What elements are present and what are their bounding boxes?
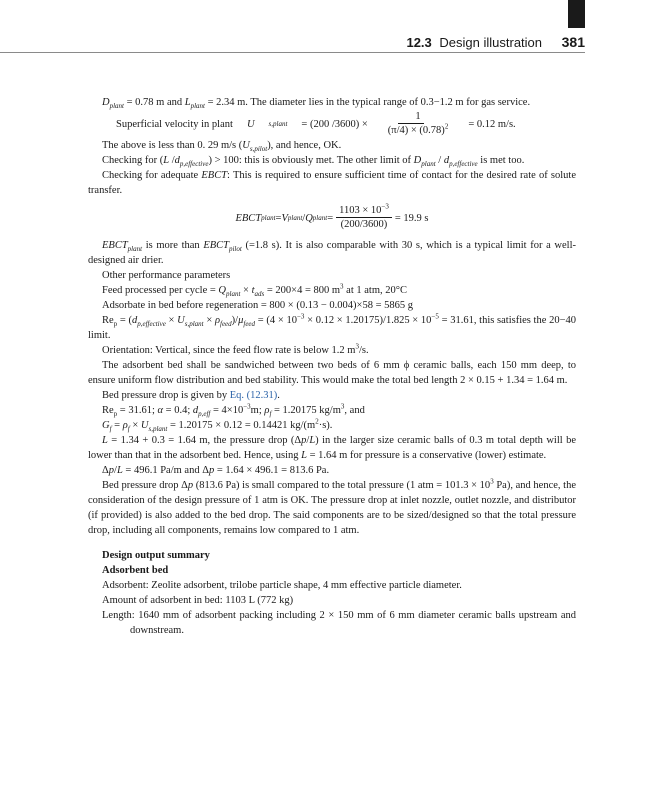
ebct-comparison-paragraph: $EBCT_{plant}$ is more than $EBCT_{pilot}$ (=1.8 s). It is also comparable with 30 s, which is a typical limit for a well-designed air drier.	[88, 240, 576, 266]
header-tab-mark	[568, 0, 585, 28]
feed-per-cycle-line: Feed processed per cycle = $Q_{plant} \times t_{ads} = 200\times 4 = 800$ $m^3$ at 1 atm, 20°C	[102, 282, 407, 299]
ebct-equation: EBCT plant = V plant / Q plant = $\frac{1103 \times 10^{-3}}{(200/3600)}$ = 19.9 s	[235, 202, 429, 230]
pressure-params-line: $Re_p = 31.61$; α = 0.4; $d_{p,eff} = 4\times 10^{-3}m$; $\rho_f = 1.20175$ $kg/m^3$, and	[102, 402, 365, 419]
performance-heading: Other performance parameters	[102, 270, 231, 281]
bed-pressure-comparison-paragraph: Bed pressure drop Δp (813.6 Pa) is small compared to the total pressure (1 atm = $101.3 \times 10^3$ Pa), and hence, the consideration of the design pressure of 1 atm is OK. The pressure drop at inlet nozzle, outlet nozzle, and distributor (if provided) is also added to the bed drop. The said components are to be sized/designed so that the total pressure drop, including all components, remains low compared to 1 atm.	[88, 477, 576, 536]
page-body	[88, 95, 576, 638]
velocity-check-paragraph: The above is less than 0. 29 m/s $(U_{s,pilot})$, and hence, OK.	[102, 140, 342, 154]
bed-length-paragraph: L = 1.34 + 0.3 = 1.64 m, the pressure drop (Δp/L) in the larger size ceramic balls of 0.3 m total depth will be lower than that in the adsorbent bed. Hence, using L = 1.64 m for pressure is a conservative (lower) estimate.	[88, 435, 576, 461]
pressure-result-line: Δp/L = 496.1 Pa/m and Δp = 1.64 × 496.1 = 813.6 Pa.	[102, 465, 330, 476]
header-rule	[0, 52, 585, 53]
ld-check-paragraph: Checking for (L $/d_{p,effective}) > 100$: this is obviously met. The other limit of $D_{plant} / d_{p,effective}$ is met too.	[102, 155, 525, 169]
summary-item: Length: 1640 mm of adsorbent packing including 2 × 150 mm of 6 mm diameter ceramic balls upstream and downstream.	[102, 610, 576, 636]
superficial-velocity-equation: Superficial velocity in plant U s,plant = (200 /3600) × $\frac{1}{(\pi/4) \times (0.78)^2}$ = 0.12 m/s.	[116, 111, 516, 136]
adsorbent-bed-subheading: Adsorbent bed	[102, 565, 169, 576]
equation-link[interactable]: Eq. (12.31)	[229, 390, 278, 401]
section-number: 12.3	[406, 35, 432, 50]
plant-dimensions-paragraph: $D_{plant} = 0.78$ m and $L_{plant} = 2.34$ m. The diameter lies in the typical range of 0.3−1.2 m for gas service.	[102, 97, 531, 111]
orientation-line: Orientation: Vertical, since the feed flow rate is below 1.2 $m^3/s$.	[102, 342, 369, 356]
ebct-check-paragraph: Checking for adequate EBCT: This is required to ensure sufficient time of contact for the desired rate of solute transfer.	[88, 170, 577, 196]
reynolds-line: $Re_p = (d_{p,effective} \times U_{s,plant} \times \rho_{feed})/\mu_{feed} = (4 \times 10^{-3} \times 0.12 \times 1.20175)/1.825 \times 10^{-5} = 31.61$, this satisfies the 20−40 limit.	[88, 312, 577, 341]
velocity-fraction: $\frac{1}{(\pi/4) \times (0.78)^2}$	[387, 111, 449, 136]
adsorbate-line: Adsorbate in bed before regeneration = 800 × (0.13 − 0.004)×58 = 5865 g	[102, 300, 413, 311]
ceramic-balls-paragraph: The adsorbent bed shall be sandwiched between two beds of 6 mm ϕ ceramic balls, each 150 mm deep, to ensure uniform flow distribution and bed stability. This would make the total bed length 2 × 0.15 + 1.34 = 1.64 m.	[88, 360, 576, 386]
page-number: 381	[561, 34, 585, 50]
section-title: Design illustration	[439, 35, 543, 50]
mass-flux-line: $G_f = \rho_f \times U_{s,plant} = 1.20175 \times 0.12 = 0.14421$ $kg/(m^2\cdot s)$.	[102, 417, 333, 434]
pressure-drop-intro: Bed pressure drop is given by Eq. (12.31).	[102, 390, 280, 401]
ebct-fraction: $\frac{1103 \times 10^{-3}}{(200/3600)}$	[336, 204, 392, 232]
summary-item: Adsorbent: Zeolite adsorbent, trilobe particle shape, 4 mm effective particle diameter.	[102, 580, 462, 591]
summary-item: Amount of adsorbent in bed: 1103 L (772 kg)	[102, 595, 294, 606]
running-header	[406, 34, 585, 50]
design-summary-heading: Design output summary	[102, 550, 210, 561]
